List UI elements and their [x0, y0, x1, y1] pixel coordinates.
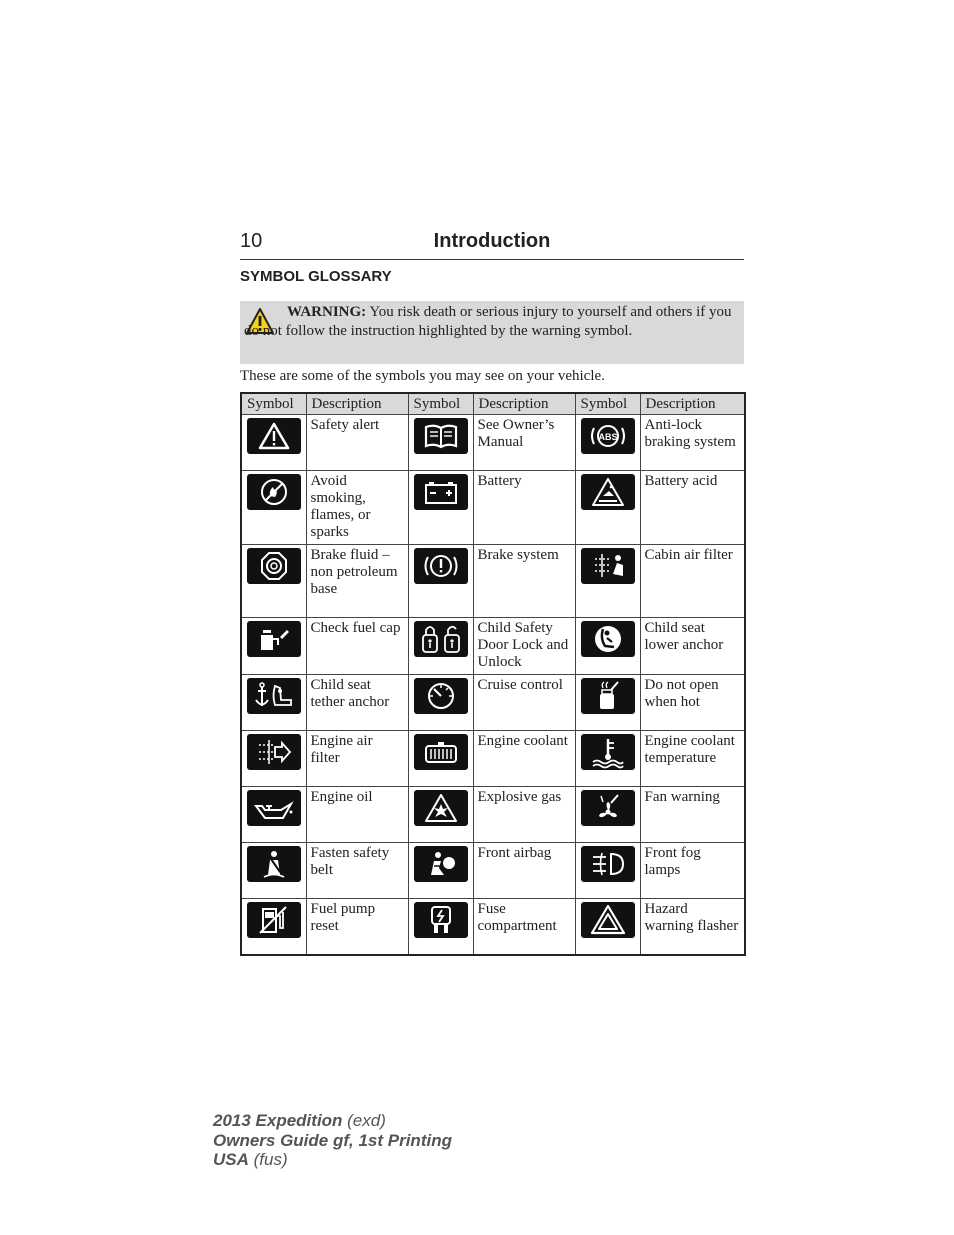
symbol-description: Avoid smoking, flames, or sparks: [306, 471, 408, 545]
symbol-description: Do not open when hot: [640, 675, 745, 731]
battery-acid-icon: [581, 474, 635, 510]
warning-text: [244, 303, 734, 341]
engine-coolant-icon: [414, 734, 468, 770]
child-lock-icon: [414, 621, 468, 657]
symbol-description: Front fog lamps: [640, 843, 745, 899]
table-header-row: [241, 393, 745, 415]
warning-body: You risk death or serious injury to yourself and others if you do not follow the instruction highlighted by the warning symbol.: [244, 304, 732, 339]
column-header: Description: [640, 393, 745, 415]
footer-line-1: [213, 1111, 452, 1131]
page-number: 10: [240, 230, 263, 252]
svg-text:ABS: ABS: [597, 432, 618, 442]
warning-label: WARNING:: [287, 304, 367, 320]
footer-line-2: [213, 1131, 452, 1151]
table-row: [241, 731, 745, 787]
symbol-description: Check fuel cap: [306, 618, 408, 675]
do-not-open-hot-icon: [581, 678, 635, 714]
hazard-flasher-icon: [581, 902, 635, 938]
table-row: [241, 545, 745, 618]
page-footer: [213, 1111, 452, 1170]
child-seat-anchor-icon: [581, 621, 635, 657]
coolant-temperature-icon: [581, 734, 635, 770]
brake-system-icon: [414, 548, 468, 584]
column-header: Symbol: [241, 393, 306, 415]
symbol-description: Child seat lower anchor: [640, 618, 745, 675]
cabin-air-filter-icon: [581, 548, 635, 584]
symbol-description: Brake fluid – non petroleum base: [306, 545, 408, 618]
fog-lamp-icon: [581, 846, 635, 882]
table-row: [241, 675, 745, 731]
symbol-description: Battery acid: [640, 471, 745, 545]
brake-fluid-icon: [247, 548, 301, 584]
safety-alert-icon: [247, 418, 301, 454]
footer-edition: Owners Guide gf, 1st Printing: [213, 1130, 452, 1150]
cruise-control-icon: [414, 678, 468, 714]
symbol-description: Safety alert: [306, 415, 408, 471]
intro-text: These are some of the symbols you may see on your vehicle.: [240, 368, 605, 384]
fuel-pump-reset-icon: [247, 902, 301, 938]
fuse-icon: [414, 902, 468, 938]
table-row: [241, 843, 745, 899]
abs-icon: [581, 418, 635, 454]
symbol-description: Engine coolant temperature: [640, 731, 745, 787]
symbol-description: Fuel pump reset: [306, 899, 408, 955]
symbol-description: Child seat tether anchor: [306, 675, 408, 731]
no-smoking-flames-icon: [247, 474, 301, 510]
front-airbag-icon: [414, 846, 468, 882]
seat-belt-icon: [247, 846, 301, 882]
table-row: [241, 618, 745, 675]
footer-market: USA: [213, 1150, 249, 1169]
symbol-description: Fuse compartment: [473, 899, 575, 955]
symbol-description: Hazard warning flasher: [640, 899, 745, 955]
table-row: [241, 787, 745, 843]
footer-model-code: (exd): [342, 1111, 386, 1130]
engine-air-filter-icon: [247, 734, 301, 770]
symbol-description: Engine air filter: [306, 731, 408, 787]
symbol-description: Engine coolant: [473, 731, 575, 787]
symbol-description: Engine oil: [306, 787, 408, 843]
column-header: Symbol: [408, 393, 473, 415]
symbol-description: Child Safety Door Lock and Unlock: [473, 618, 575, 675]
engine-oil-icon: [247, 790, 301, 826]
glossary-heading: SYMBOL GLOSSARY: [240, 268, 392, 285]
table-row: [241, 471, 745, 545]
symbol-description: Cruise control: [473, 675, 575, 731]
table-row: [241, 415, 745, 471]
symbol-description: Battery: [473, 471, 575, 545]
symbol-description: Fasten safety belt: [306, 843, 408, 899]
symbol-glossary-table: [240, 392, 746, 956]
symbol-description: See Owner’s Manual: [473, 415, 575, 471]
symbol-description: Brake system: [473, 545, 575, 618]
column-header: Description: [473, 393, 575, 415]
page-header: [240, 228, 744, 260]
symbol-description: Anti-lock braking system: [640, 415, 745, 471]
footer-market-code: (fus): [248, 1150, 288, 1169]
symbol-description: Explosive gas: [473, 787, 575, 843]
table-row: [241, 899, 745, 955]
fuel-cap-icon: [247, 621, 301, 657]
fan-warning-icon: [581, 790, 635, 826]
column-header: Symbol: [575, 393, 640, 415]
symbol-description: Cabin air filter: [640, 545, 745, 618]
symbol-description: Fan warning: [640, 787, 745, 843]
column-header: Description: [306, 393, 408, 415]
warning-box: [240, 301, 744, 364]
section-title: Introduction: [433, 230, 551, 252]
battery-icon: [414, 474, 468, 510]
tether-anchor-icon: [247, 678, 301, 714]
footer-line-3: [213, 1150, 452, 1170]
explosive-gas-icon: [414, 790, 468, 826]
owners-manual-icon: [414, 418, 468, 454]
footer-model: 2013 Expedition: [213, 1111, 343, 1130]
symbol-description: Front airbag: [473, 843, 575, 899]
